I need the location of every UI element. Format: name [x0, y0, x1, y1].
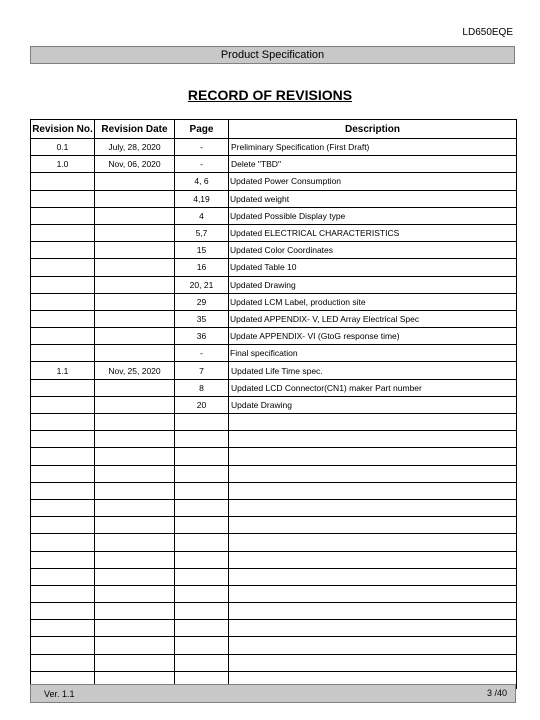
revision-no-cell — [31, 551, 95, 568]
description-cell — [229, 603, 517, 620]
model-number: LD650EQE — [462, 27, 513, 38]
page-cell — [175, 414, 229, 431]
revision-date-cell — [95, 207, 175, 224]
page-cell — [175, 620, 229, 637]
revision-date-cell — [95, 431, 175, 448]
revision-date-cell — [95, 637, 175, 654]
revision-no-cell — [31, 517, 95, 534]
page-cell — [175, 499, 229, 516]
revision-no-cell — [31, 224, 95, 241]
description-cell: Updated Table 10 — [229, 259, 517, 276]
revision-date-cell — [95, 259, 175, 276]
description-cell: Updated weight — [229, 190, 517, 207]
page-cell — [175, 585, 229, 602]
description-cell — [229, 568, 517, 585]
table-row — [31, 207, 517, 224]
table-row — [31, 654, 517, 671]
revision-date-cell — [95, 190, 175, 207]
description-cell: Updated Life Time spec. — [229, 362, 517, 379]
description-cell — [229, 431, 517, 448]
revision-date-cell: July, 28, 2020 — [95, 139, 175, 156]
table-row — [31, 603, 517, 620]
revision-no-cell: 1.0 — [31, 156, 95, 173]
table-row — [31, 534, 517, 551]
revision-no-cell — [31, 345, 95, 362]
revision-no-cell — [31, 173, 95, 190]
description-cell — [229, 517, 517, 534]
page-cell: 36 — [175, 328, 229, 345]
description-cell: Updated LCM Label, production site — [229, 293, 517, 310]
revision-date-cell: Nov, 25, 2020 — [95, 362, 175, 379]
revision-date-cell — [95, 482, 175, 499]
table-row — [31, 139, 517, 156]
revision-no-cell — [31, 414, 95, 431]
revision-no-cell — [31, 396, 95, 413]
revision-date-cell — [95, 534, 175, 551]
revision-date-cell — [95, 568, 175, 585]
revision-no-cell — [31, 276, 95, 293]
page-cell — [175, 637, 229, 654]
table-row — [31, 465, 517, 482]
page-cell: - — [175, 156, 229, 173]
revision-date-cell: Nov, 06, 2020 — [95, 156, 175, 173]
col-header-revision-no: Revision No. — [31, 120, 95, 139]
revision-date-cell — [95, 224, 175, 241]
table-row — [31, 156, 517, 173]
col-header-page: Page — [175, 120, 229, 139]
revision-date-cell — [95, 620, 175, 637]
table-row — [31, 620, 517, 637]
description-cell: Updated Drawing — [229, 276, 517, 293]
revision-date-cell — [95, 345, 175, 362]
revision-date-cell — [95, 465, 175, 482]
page-cell — [175, 654, 229, 671]
revision-no-cell — [31, 448, 95, 465]
revision-no-cell — [31, 585, 95, 602]
table-row — [31, 568, 517, 585]
description-cell — [229, 414, 517, 431]
description-cell — [229, 534, 517, 551]
description-cell: Updated APPENDIX- V, LED Array Electrical Spec — [229, 310, 517, 327]
description-cell: Update APPENDIX- VI (GtoG response time) — [229, 328, 517, 345]
col-header-description: Description — [229, 120, 517, 139]
table-row — [31, 585, 517, 602]
description-cell: Delete "TBD" — [229, 156, 517, 173]
revision-no-cell — [31, 482, 95, 499]
revision-no-cell — [31, 190, 95, 207]
description-cell: Final specification — [229, 345, 517, 362]
table-row — [31, 293, 517, 310]
col-header-revision-date: Revision Date — [95, 120, 175, 139]
revision-no-cell — [31, 620, 95, 637]
revision-no-cell: 0.1 — [31, 139, 95, 156]
description-cell — [229, 585, 517, 602]
page-cell — [175, 551, 229, 568]
description-cell — [229, 465, 517, 482]
page-cell: - — [175, 139, 229, 156]
description-cell — [229, 654, 517, 671]
description-cell: Updated ELECTRICAL CHARACTERISTICS — [229, 224, 517, 241]
table-row — [31, 517, 517, 534]
table-row — [31, 482, 517, 499]
table-row — [31, 345, 517, 362]
revision-date-cell — [95, 276, 175, 293]
page-cell: 4, 6 — [175, 173, 229, 190]
revision-no-cell — [31, 431, 95, 448]
revision-no-cell — [31, 603, 95, 620]
revision-table — [30, 119, 517, 689]
page-cell: - — [175, 345, 229, 362]
revision-no-cell — [31, 568, 95, 585]
revision-date-cell — [95, 414, 175, 431]
revision-date-cell — [95, 242, 175, 259]
revision-no-cell — [31, 379, 95, 396]
description-cell: Updated Color Coordinates — [229, 242, 517, 259]
revision-date-cell — [95, 551, 175, 568]
revision-no-cell — [31, 499, 95, 516]
revision-date-cell — [95, 293, 175, 310]
revision-date-cell — [95, 603, 175, 620]
page-cell: 29 — [175, 293, 229, 310]
page-cell: 4 — [175, 207, 229, 224]
table-row — [31, 637, 517, 654]
revision-date-cell — [95, 173, 175, 190]
page-cell — [175, 534, 229, 551]
description-cell: Updated Power Consumption — [229, 173, 517, 190]
table-row — [31, 276, 517, 293]
table-row — [31, 259, 517, 276]
page-cell: 16 — [175, 259, 229, 276]
revision-no-cell: 1.1 — [31, 362, 95, 379]
page-cell — [175, 517, 229, 534]
revision-date-cell — [95, 585, 175, 602]
revision-date-cell — [95, 517, 175, 534]
revision-date-cell — [95, 396, 175, 413]
revision-no-cell — [31, 207, 95, 224]
page-title: RECORD OF REVISIONS — [187, 87, 353, 103]
page-cell: 7 — [175, 362, 229, 379]
table-row — [31, 396, 517, 413]
version-label: Ver. 1.1 — [44, 689, 75, 699]
description-cell — [229, 551, 517, 568]
revision-no-cell — [31, 465, 95, 482]
revision-date-cell — [95, 448, 175, 465]
revision-date-cell — [95, 379, 175, 396]
table-row — [31, 499, 517, 516]
spec-banner: Product Specification — [30, 46, 515, 64]
revision-no-cell — [31, 534, 95, 551]
revision-no-cell — [31, 654, 95, 671]
table-row — [31, 379, 517, 396]
description-cell: Updated Possible Display type — [229, 207, 517, 224]
description-cell: Update Drawing — [229, 396, 517, 413]
table-row — [31, 173, 517, 190]
table-row — [31, 328, 517, 345]
description-cell: Updated LCD Connector(CN1) maker Part number — [229, 379, 517, 396]
page-cell: 5,7 — [175, 224, 229, 241]
table-row — [31, 362, 517, 379]
description-cell — [229, 637, 517, 654]
table-row — [31, 242, 517, 259]
table-row — [31, 190, 517, 207]
table-row — [31, 448, 517, 465]
revision-no-cell — [31, 328, 95, 345]
description-cell: Preliminary Specification (First Draft) — [229, 139, 517, 156]
revision-table-body — [31, 139, 517, 689]
revision-no-cell — [31, 259, 95, 276]
page-cell: 20 — [175, 396, 229, 413]
page-cell — [175, 431, 229, 448]
page-cell: 4,19 — [175, 190, 229, 207]
description-cell — [229, 482, 517, 499]
table-row — [31, 310, 517, 327]
revision-no-cell — [31, 293, 95, 310]
table-row — [31, 431, 517, 448]
page-cell: 35 — [175, 310, 229, 327]
revision-no-cell — [31, 310, 95, 327]
description-cell — [229, 499, 517, 516]
revision-no-cell — [31, 242, 95, 259]
page-cell — [175, 448, 229, 465]
table-row — [31, 414, 517, 431]
description-cell — [229, 448, 517, 465]
description-cell — [229, 620, 517, 637]
revision-date-cell — [95, 310, 175, 327]
page-cell — [175, 465, 229, 482]
table-header-row — [31, 120, 517, 139]
page-cell — [175, 568, 229, 585]
page-cell: 20, 21 — [175, 276, 229, 293]
page-cell — [175, 603, 229, 620]
footer-bar — [30, 684, 516, 703]
page-cell: 15 — [175, 242, 229, 259]
page-cell — [175, 482, 229, 499]
revision-date-cell — [95, 499, 175, 516]
page-cell: 8 — [175, 379, 229, 396]
revision-date-cell — [95, 654, 175, 671]
page-number: 3 /40 — [486, 688, 507, 698]
revision-date-cell — [95, 328, 175, 345]
revision-no-cell — [31, 637, 95, 654]
table-row — [31, 224, 517, 241]
table-row — [31, 551, 517, 568]
